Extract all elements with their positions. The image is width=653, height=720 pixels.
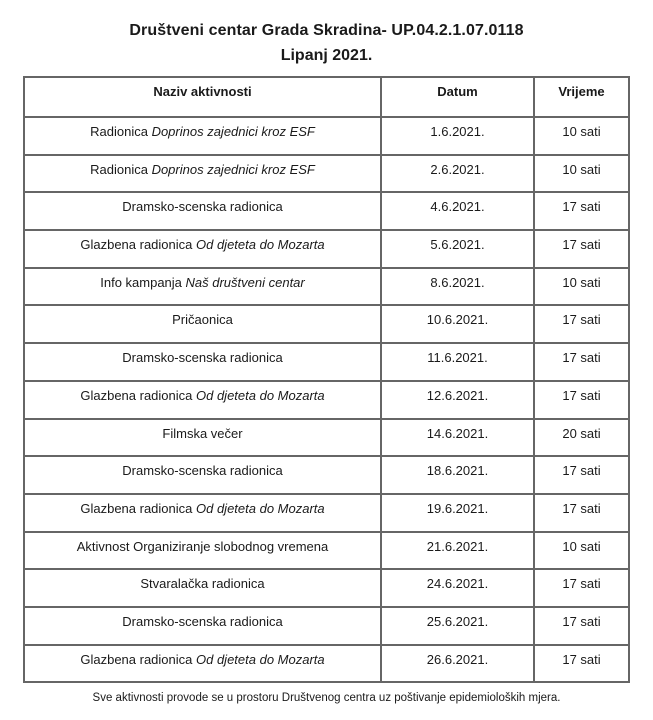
table-row <box>24 192 629 230</box>
table-row <box>24 117 629 155</box>
document-subtitle: Lipanj 2021. <box>280 47 373 64</box>
table-body <box>24 117 629 682</box>
activity-name-text: Info kampanja <box>100 274 182 290</box>
activity-time-cell: 17 sati <box>534 494 629 532</box>
activity-name-text: Filmska večer <box>162 425 243 441</box>
activity-time-cell: 17 sati <box>534 343 629 381</box>
table-header-row <box>24 77 629 117</box>
activity-date-cell: 18.6.2021. <box>381 456 534 494</box>
activity-time-cell: 17 sati <box>534 569 629 607</box>
table-row <box>24 343 629 381</box>
activity-date-cell: 4.6.2021. <box>381 192 534 230</box>
activity-name-text: Radionica <box>90 124 148 139</box>
table-row <box>24 268 629 306</box>
activity-name-cell <box>24 343 381 381</box>
table-row <box>24 532 629 570</box>
activity-time-cell: 17 sati <box>534 381 629 419</box>
activity-name-italic-text: Naš društveni centar <box>181 274 305 290</box>
activity-name-text: Glazbena radionica <box>80 387 193 403</box>
activity-time-cell: 17 sati <box>534 607 629 645</box>
activity-name-text: Radionica <box>90 161 148 177</box>
activity-name-text: Dramsko-scenska radionica <box>122 463 283 479</box>
activity-name-cell <box>24 192 381 230</box>
table-row <box>24 456 629 494</box>
activity-date-cell: 8.6.2021. <box>381 268 534 306</box>
activity-date-cell: 25.6.2021. <box>381 607 534 645</box>
activity-name-text: Dramsko-scenska radionica <box>122 613 283 629</box>
activity-date-cell: 5.6.2021. <box>381 230 534 268</box>
activity-time-cell: 10 sati <box>534 532 629 570</box>
table-row <box>24 607 629 645</box>
activity-name-italic-text: Od djeteta do Mozarta <box>192 651 325 667</box>
activity-time-cell: 20 sati <box>534 419 629 457</box>
column-header-datum: Datum <box>381 77 534 117</box>
table-row <box>24 381 629 419</box>
activity-name-italic-text: Doprinos zajednici kroz ESF <box>147 161 315 177</box>
activity-name-text: Glazbena radionica <box>80 651 193 667</box>
activity-name-italic-text: Od djeteta do Mozarta <box>192 237 325 253</box>
table-row <box>24 230 629 268</box>
activity-date-cell: 2.6.2021. <box>381 155 534 193</box>
table-row <box>24 645 629 683</box>
table-row <box>24 419 629 457</box>
activity-time-cell: 17 sati <box>534 192 629 230</box>
activity-date-cell: 11.6.2021. <box>381 343 534 381</box>
footer-note: Sve aktivnosti provode se u prostoru Društvenog centra uz poštivanje epidemioloških mjera. <box>92 692 561 705</box>
activity-name-cell <box>24 569 381 607</box>
activity-name-cell <box>24 456 381 494</box>
activity-date-cell: 1.6.2021. <box>381 117 534 155</box>
activity-date-cell: 21.6.2021. <box>381 532 534 570</box>
activity-name-cell <box>24 607 381 645</box>
activity-date-cell: 14.6.2021. <box>381 419 534 457</box>
activity-name-text: Glazbena radionica <box>80 237 193 253</box>
activity-time-cell: 10 sati <box>534 268 629 306</box>
activity-name-cell <box>24 117 381 155</box>
activity-name-cell <box>24 305 381 343</box>
table-row <box>24 155 629 193</box>
activity-name-cell <box>24 494 381 532</box>
activity-name-italic-text: Od djeteta do Mozarta <box>192 387 325 403</box>
activity-date-cell: 19.6.2021. <box>381 494 534 532</box>
table-row <box>24 494 629 532</box>
table-row <box>24 305 629 343</box>
activity-date-cell: 24.6.2021. <box>381 569 534 607</box>
activity-name-cell <box>24 645 381 683</box>
column-header-vrijeme: Vrijeme <box>534 77 629 117</box>
activities-table <box>23 76 630 683</box>
activity-name-cell <box>24 381 381 419</box>
activity-name-text: Dramsko-scenska radionica <box>122 199 283 215</box>
activity-time-cell: 17 sati <box>534 456 629 494</box>
activity-name-italic-text: Doprinos zajednici kroz ESF <box>147 124 315 139</box>
activity-name-text: Stvaralačka radionica <box>140 576 265 592</box>
activity-name-italic-text: Od djeteta do Mozarta <box>192 500 325 516</box>
activity-name-cell <box>24 155 381 193</box>
activity-time-cell: 10 sati <box>534 155 629 193</box>
activity-time-cell: 17 sati <box>534 305 629 343</box>
activity-date-cell: 12.6.2021. <box>381 381 534 419</box>
document-title: Društveni centar Grada Skradina- UP.04.2.1.07.0118 <box>129 22 524 39</box>
activity-date-cell: 26.6.2021. <box>381 645 534 683</box>
activity-time-cell: 10 sati <box>534 117 629 155</box>
activity-time-cell: 17 sati <box>534 645 629 683</box>
activity-name-text: Aktivnost Organiziranje slobodnog vremena <box>76 538 329 554</box>
activity-date-cell: 10.6.2021. <box>381 305 534 343</box>
activity-name-text: Dramsko-scenska radionica <box>122 350 283 366</box>
column-header-naziv-aktivnosti: Naziv aktivnosti <box>24 77 381 117</box>
activity-name-cell <box>24 419 381 457</box>
table-row <box>24 569 629 607</box>
activity-name-cell <box>24 532 381 570</box>
activity-name-text: Glazbena radionica <box>80 500 193 516</box>
activity-name-cell <box>24 268 381 306</box>
activity-name-cell <box>24 230 381 268</box>
activity-name-text: Pričaonica <box>172 312 233 328</box>
activity-time-cell: 17 sati <box>534 230 629 268</box>
